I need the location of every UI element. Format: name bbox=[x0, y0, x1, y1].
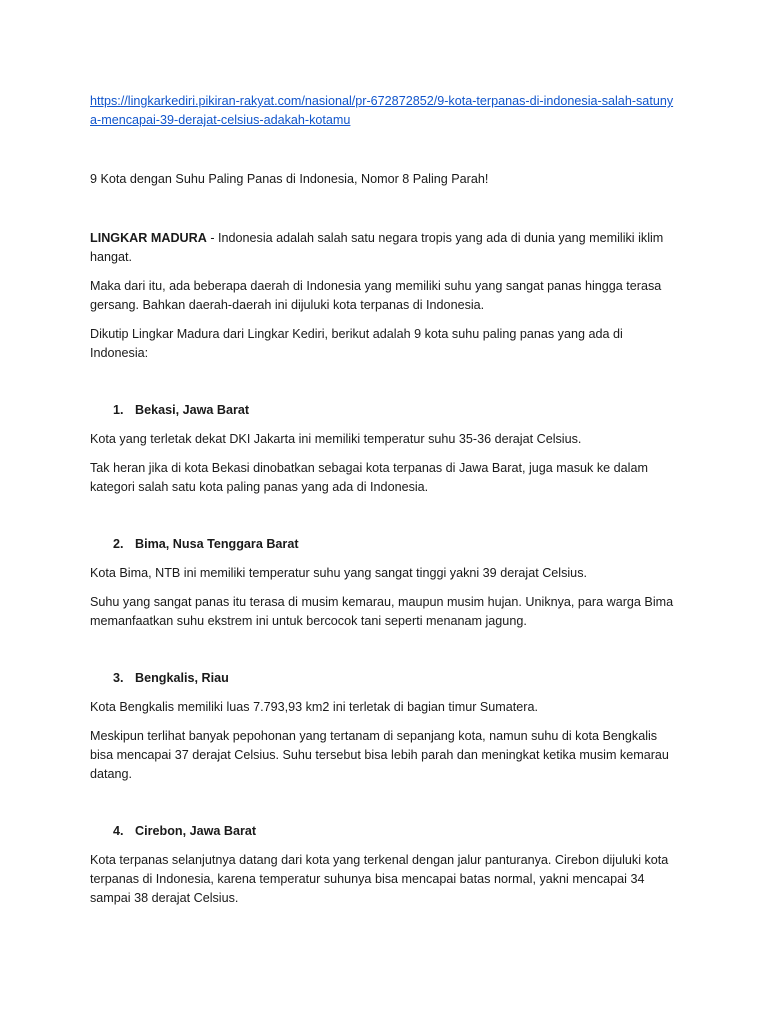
list-item-title bbox=[90, 401, 680, 420]
list-item-paragraph: Kota terpanas selanjutnya datang dari kota yang terkenal dengan jalur panturanya. Cirebon dijuluki kota terpanas di Indonesia, karena temperatur suhunya bisa mencapai batas normal, yakni mencapai 34 sampai 38 derajat Celsius. bbox=[90, 853, 669, 905]
list-item-title bbox=[90, 535, 680, 554]
intro-source: LINGKAR MADURA bbox=[90, 231, 207, 245]
source-link[interactable]: https://lingkarkediri.pikiran-rakyat.com/nasional/pr-672872852/9-kota-terpanas-di-indonesia-salah-satunya-mencapai-39-derajat-celsius-adakah-kotamu bbox=[90, 94, 674, 127]
list-item-number: 3. bbox=[113, 671, 124, 685]
list-item-paragraph: Meskipun terlihat banyak pepohonan yang tertanam di sepanjang kota, namun suhu di kota Bengkalis bisa mencapai 37 derajat Celsius. Suhu tersebut bisa lebih parah dan meningkat ketika musim kemarau datang. bbox=[90, 729, 669, 781]
paragraph-3: Dikutip Lingkar Madura dari Lingkar Kediri, berikut adalah 9 kota suhu paling panas yang ada di Indonesia: bbox=[90, 327, 623, 360]
list-item-heading: Bima, Nusa Tenggara Barat bbox=[135, 537, 299, 551]
list-item-paragraph: Kota Bengkalis memiliki luas 7.793,93 km2 ini terletak di bagian timur Sumatera. bbox=[90, 700, 538, 714]
list-item-paragraph: Suhu yang sangat panas itu terasa di musim kemarau, maupun musim hujan. Uniknya, para warga Bima memanfaatkan suhu ekstrem ini untuk bercocok tani seperti menanam jagung. bbox=[90, 595, 674, 628]
intro-text: - Indonesia adalah salah satu negara tropis yang ada di dunia yang memiliki iklim hangat. bbox=[90, 231, 664, 264]
list-item-number: 1. bbox=[113, 403, 124, 417]
paragraph-2: Maka dari itu, ada beberapa daerah di Indonesia yang memiliki suhu yang sangat panas hingga terasa gersang. Bahkan daerah-daerah ini dijuluki kota terpanas di Indonesia. bbox=[90, 279, 662, 312]
list-item-title bbox=[90, 822, 680, 841]
list-item-title bbox=[90, 669, 680, 688]
list-item-heading: Bekasi, Jawa Barat bbox=[135, 403, 250, 417]
list-item-number: 4. bbox=[113, 824, 124, 838]
list-item-heading: Bengkalis, Riau bbox=[135, 671, 229, 685]
list-item-paragraph: Kota yang terletak dekat DKI Jakarta ini memiliki temperatur suhu 35-36 derajat Celsius. bbox=[90, 432, 582, 446]
headline: 9 Kota dengan Suhu Paling Panas di Indonesia, Nomor 8 Paling Parah! bbox=[90, 172, 489, 186]
intro-paragraph bbox=[90, 229, 680, 267]
list-item-paragraph: Kota Bima, NTB ini memiliki temperatur suhu yang sangat tinggi yakni 39 derajat Celsius. bbox=[90, 566, 587, 580]
list-item-heading: Cirebon, Jawa Barat bbox=[135, 824, 257, 838]
document-page bbox=[90, 92, 680, 908]
list-item-paragraph: Tak heran jika di kota Bekasi dinobatkan sebagai kota terpanas di Jawa Barat, juga masuk ke dalam kategori salah satu kota paling panas yang ada di Indonesia. bbox=[90, 461, 648, 494]
list-item-number: 2. bbox=[113, 537, 124, 551]
